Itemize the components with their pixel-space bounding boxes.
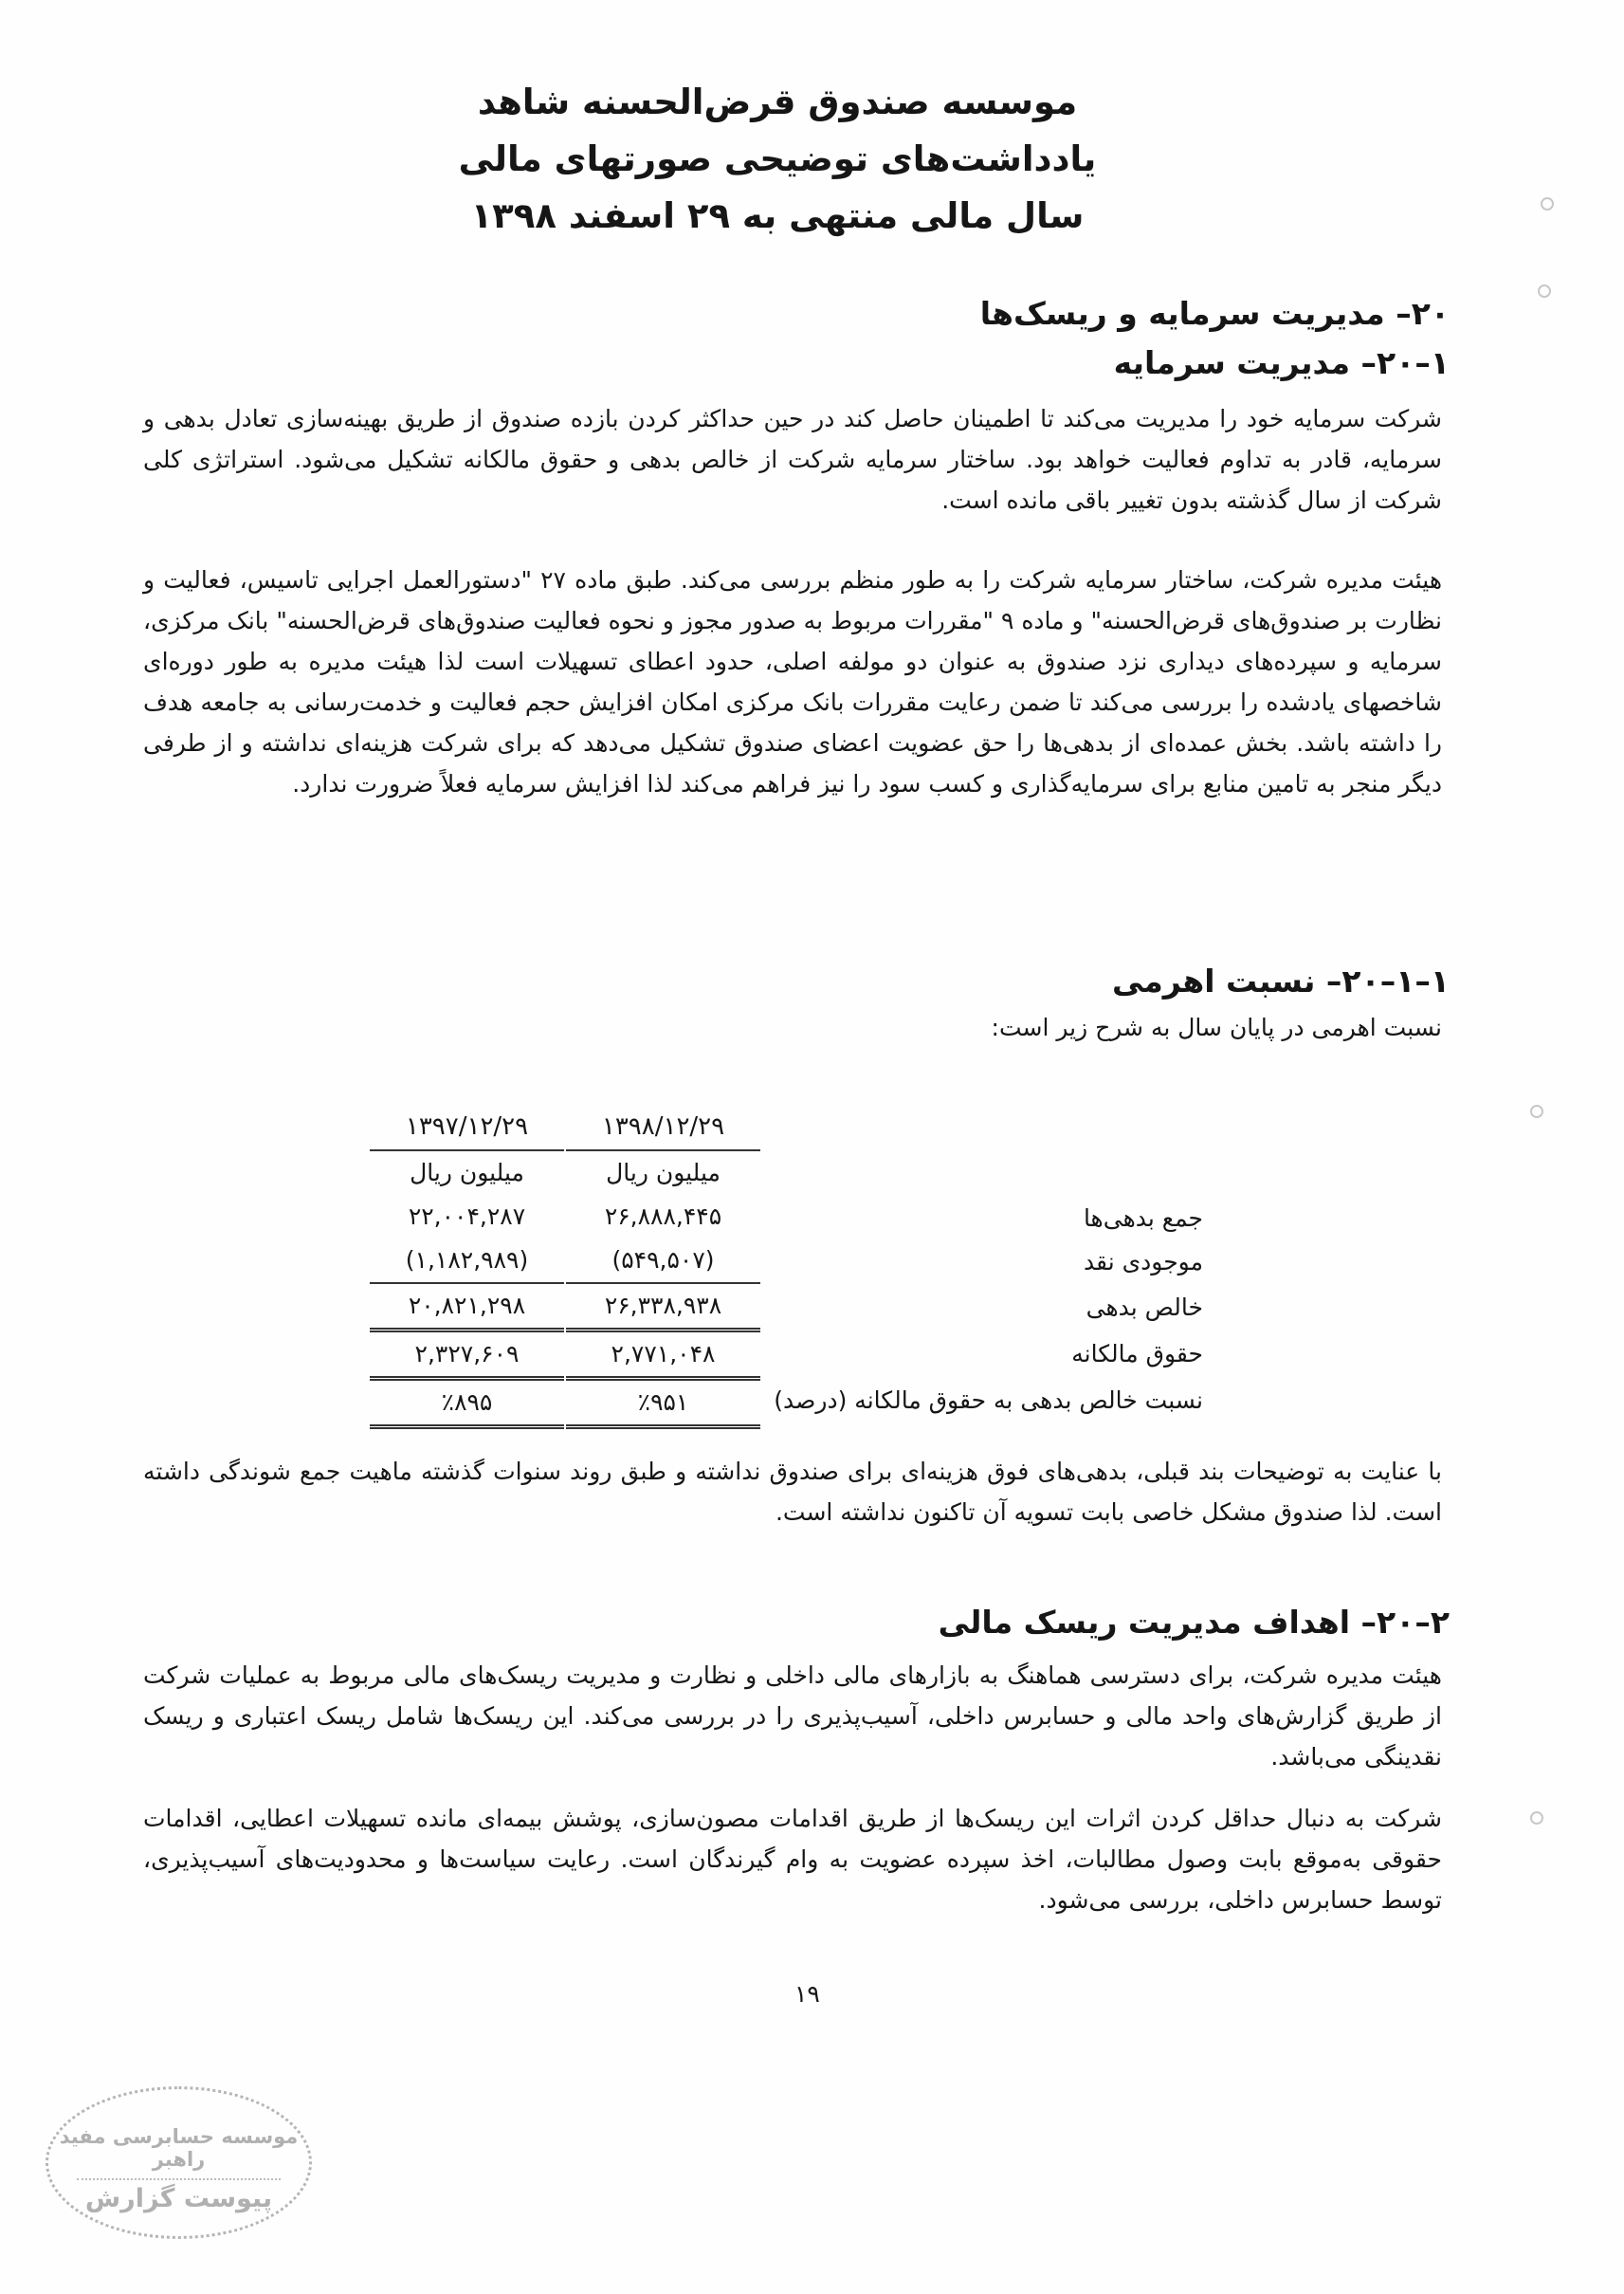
risk-objectives-paragraph-1	[143, 1655, 1442, 1777]
table-cell: ۲۶,۳۳۸,۹۳۸	[566, 1284, 760, 1332]
column-unit: میلیون ریال	[410, 1159, 524, 1186]
stamp-auditor-name: موسسه حسابرسی مفید راهبر	[59, 2125, 299, 2171]
column-unit: میلیون ریال	[606, 1159, 721, 1186]
row-label-net-debt-to-equity: نسبت خالص بدهی به حقوق مالکانه (درصد)	[774, 1386, 1203, 1414]
section-20-1-heading: ۱–۲۰– مدیریت سرمایه	[1113, 344, 1450, 381]
table-cell: (۵۴۹,۵۰۷)	[566, 1239, 760, 1284]
row-label-net-debt: خالص بدهی	[1086, 1294, 1203, 1321]
document-header	[379, 74, 1176, 245]
capital-management-paragraph-2	[143, 560, 1442, 804]
section-20-2-heading: ۲–۲۰– اهداف مدیریت ریسک مالی	[938, 1604, 1450, 1641]
table-cell: ۲,۷۷۱,۰۴۸	[566, 1332, 760, 1381]
row-label-equity: حقوق مالکانه	[1071, 1340, 1203, 1367]
paragraph-text: هیئت مدیره شرکت، برای دسترسی هماهنگ به بازارهای مالی داخلی و نظارت و مدیریت ریسک‌های مالی مربوط به عملیات شرکت از طریق گزارش‌های واحد مالی و حسابرس داخلی، آسیب‌پذیری را در بررسی می‌کند. این ریسک‌ها شامل ریسک اعتباری و ریسک نقدینگی می‌باشد.	[143, 1661, 1442, 1771]
paragraph-text: شرکت سرمایه خود را مدیریت می‌کند تا اطمینان حاصل کند در حین حداکثر کردن بازده صندوق از طریق بهینه‌سازی تعادل بدهی و سرمایه، قادر به تداوم فعالیت خواهد بود. ساختار سرمایه شرکت از خالص بدهی و حقوق مالکانه تشکیل می‌شود. استراتژی کلی شرکت از سال گذشته بدون تغییر باقی مانده است.	[143, 405, 1442, 514]
column-date: ۱۳۹۸/۱۲/۲۹	[566, 1108, 760, 1151]
leverage-intro	[589, 1007, 1442, 1048]
section-20-heading: ۲۰– مدیریت سرمایه و ریسک‌ها	[979, 295, 1450, 332]
hole-punch-mark	[1530, 1105, 1543, 1118]
risk-objectives-paragraph-2	[143, 1798, 1442, 1920]
table-cell: (۱,۱۸۲,۹۸۹)	[370, 1239, 564, 1284]
table-cell: ۲۲,۰۰۴,۲۸۷	[408, 1202, 526, 1230]
document-title: یادداشت‌های توضیحی صورتهای مالی	[458, 138, 1097, 179]
row-label-cash: موجودی نقد	[1083, 1248, 1203, 1275]
paragraph-text: شرکت به دنبال حداقل کردن اثرات این ریسک‌ها از طریق اقدامات مصون‌سازی، پوشش بیمه‌ای مانده تسهیلات اعطایی، اقدامات حقوقی به‌موقع بابت وصول مطالبات، اخذ سپرده عضویت به وام گیرندگان است. رعایت سیاست‌ها و محدودیت‌های آسیب‌پذیری، توسط حسابرس داخلی، بررسی می‌شود.	[143, 1805, 1442, 1914]
column-1397	[370, 1108, 564, 1429]
hole-punch-mark	[1538, 284, 1551, 298]
hole-punch-mark	[1541, 197, 1554, 211]
paragraph-text: با عنایت به توضیحات بند قبلی، بدهی‌های فوق هزینه‌ای برای صندوق نداشته و طبق روند سنوات گذشته ماهیت جمع شوندگی داشته است. لذا صندوق مشکل خاصی بابت تسویه آن تاکنون نداشته است.	[143, 1458, 1442, 1526]
table-cell: ٪۹۵۱	[566, 1381, 760, 1429]
leverage-note	[143, 1451, 1442, 1532]
paragraph-text: نسبت اهرمی در پایان سال به شرح زیر است:	[991, 1014, 1442, 1041]
column-date: ۱۳۹۷/۱۲/۲۹	[370, 1108, 564, 1151]
stamp-report-attachment: پیوست گزارش	[84, 2184, 273, 2213]
row-label-total-liabilities: جمع بدهی‌ها	[1083, 1204, 1203, 1232]
column-1398	[566, 1108, 760, 1429]
company-name: موسسه صندوق قرض‌الحسنه شاهد	[477, 82, 1078, 122]
table-cell: ۲,۳۲۷,۶۰۹	[370, 1332, 564, 1381]
leverage-ratio-heading: ۱–۱–۲۰– نسبت اهرمی	[1111, 963, 1450, 1000]
table-cell: ٪۸۹۵	[370, 1381, 564, 1429]
stamp-divider	[77, 2178, 281, 2180]
capital-management-paragraph-1	[143, 398, 1442, 521]
paragraph-text: هیئت مدیره شرکت، ساختار سرمایه شرکت را به طور منظم بررسی می‌کند. طبق ماده ۲۷ "دستورالعمل اجرایی تاسیس، فعالیت و نظارت بر صندوق‌های قرض‌الحسنه" و ماده ۹ "مقررات مربوط به صدور مجوز و نحوه فعالیت صندوق‌های قرض‌الحسنه" بانک مرکزی، سرمایه و سپرده‌های دیداری نزد صندوق به عنوان دو مولفه اصلی، حدود اعطای تسهیلات است لذا هیئت مدیره به طور دوره‌ای شاخصهای یادشده را بررسی می‌کند تا ضمن رعایت مقررات بانک مرکزی امکان افزایش حجم فعالیت و خدمت‌رسانی به جامعه هدف را داشته باشد. بخش عمده‌ای از بدهی‌ها را حق عضویت اعضای صندوق تشکیل می‌دهد که برای شرکت هزینه‌ای نداشته و از طرفی دیگر منجر به تامین منابع برای سرمایه‌گذاری و کسب سود را نیز فراهم می‌کند لذا افزایش سرمایه فعلاً ضرورت ندارد.	[143, 566, 1442, 798]
table-cell: ۲۰,۸۲۱,۲۹۸	[370, 1284, 564, 1332]
hole-punch-mark	[1530, 1811, 1543, 1825]
table-cell: ۲۶,۸۸۸,۴۴۵	[604, 1202, 722, 1230]
auditor-stamp	[46, 2086, 312, 2239]
page-number: ۱۹	[794, 1980, 820, 2008]
fiscal-period: سال مالی منتهی به ۲۹ اسفند ۱۳۹۸	[470, 195, 1085, 236]
